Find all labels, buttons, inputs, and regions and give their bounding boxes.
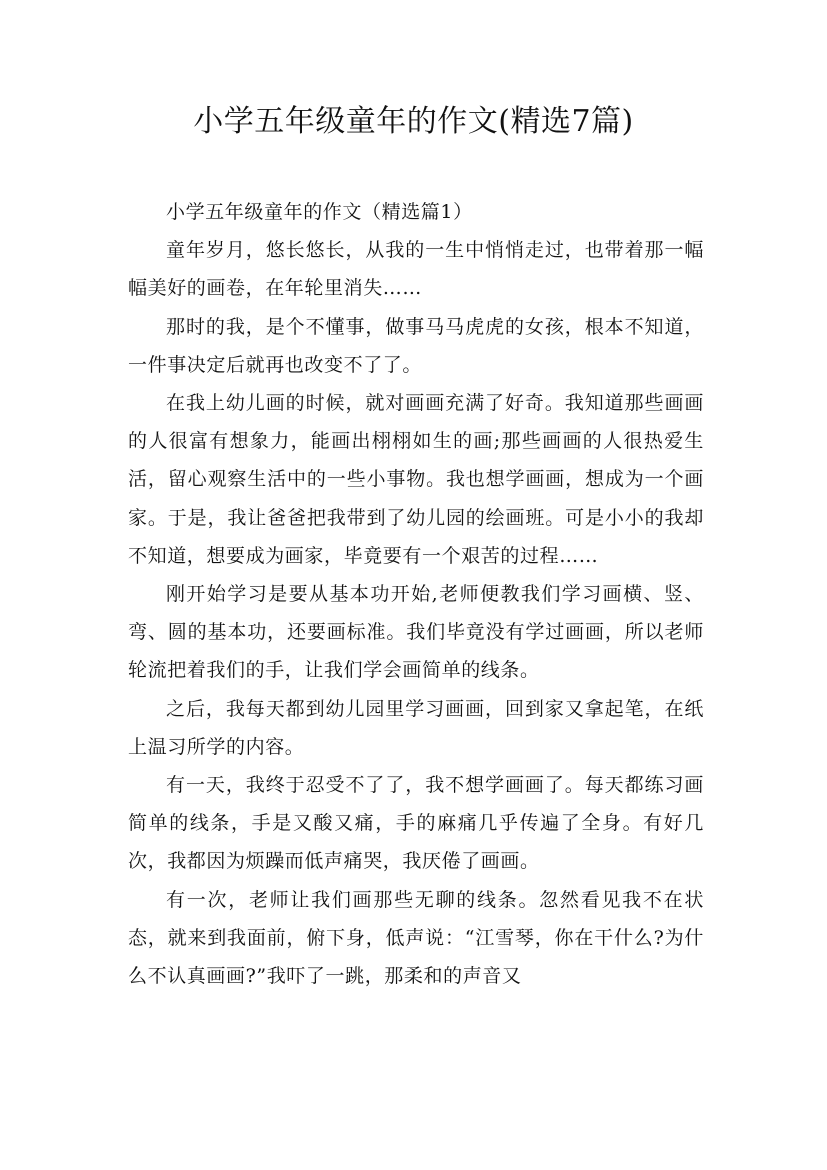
paragraph-3: 在我上幼儿画的时候，就对画画充满了好奇。我知道那些画画的人很富有想象力，能画出栩栩如生的画;那些画画的人很热爱生活，留心观察生活中的一些小事物。我也想学画画，想成为一个画家。于是，我让爸爸把我带到了幼儿园的绘画班。可是小小的我却不知道，想要成为画家，毕竟要有一个艰苦的过程…… xyxy=(128,392,704,567)
paragraph-5: 之后，我每天都到幼儿园里学习画画，回到家又拿起笔，在纸上温习所学的内容。 xyxy=(128,697,704,758)
paragraph-7: 有一次，老师让我们画那些无聊的线条。忽然看见我不在状态，就来到我面前，俯下身，低声说：“江雪琴，你在干什么?为什么不认真画画?”我吓了一跳，那柔和的声音又 xyxy=(128,888,704,988)
document-title: 小学五年级童年的作文(精选7篇) xyxy=(193,104,634,139)
paragraph-2: 那时的我，是个不懂事，做事马马虎虎的女孩，根本不知道，一件事决定后就再也改变不了了。 xyxy=(128,315,704,376)
paragraph-4: 刚开始学习是要从基本功开始,老师便教我们学习画横、竖、弯、圆的基本功，还要画标准。我们毕竟没有学过画画，所以老师轮流把着我们的手，让我们学会画简单的线条。 xyxy=(128,583,704,682)
paragraph-6: 有一天，我终于忍受不了了，我不想学画画了。每天都练习画简单的线条，手是又酸又痛，手的麻痛几乎传遍了全身。有好几次，我都因为烦躁而低声痛哭，我厌倦了画画。 xyxy=(128,774,704,873)
document-body xyxy=(128,193,704,995)
paragraph-1: 童年岁月，悠长悠长，从我的一生中悄悄走过，也带着那一幅幅美好的画卷，在年轮里消失…… xyxy=(128,239,704,300)
section-heading: 小学五年级童年的作文（精选篇1） xyxy=(166,201,473,223)
